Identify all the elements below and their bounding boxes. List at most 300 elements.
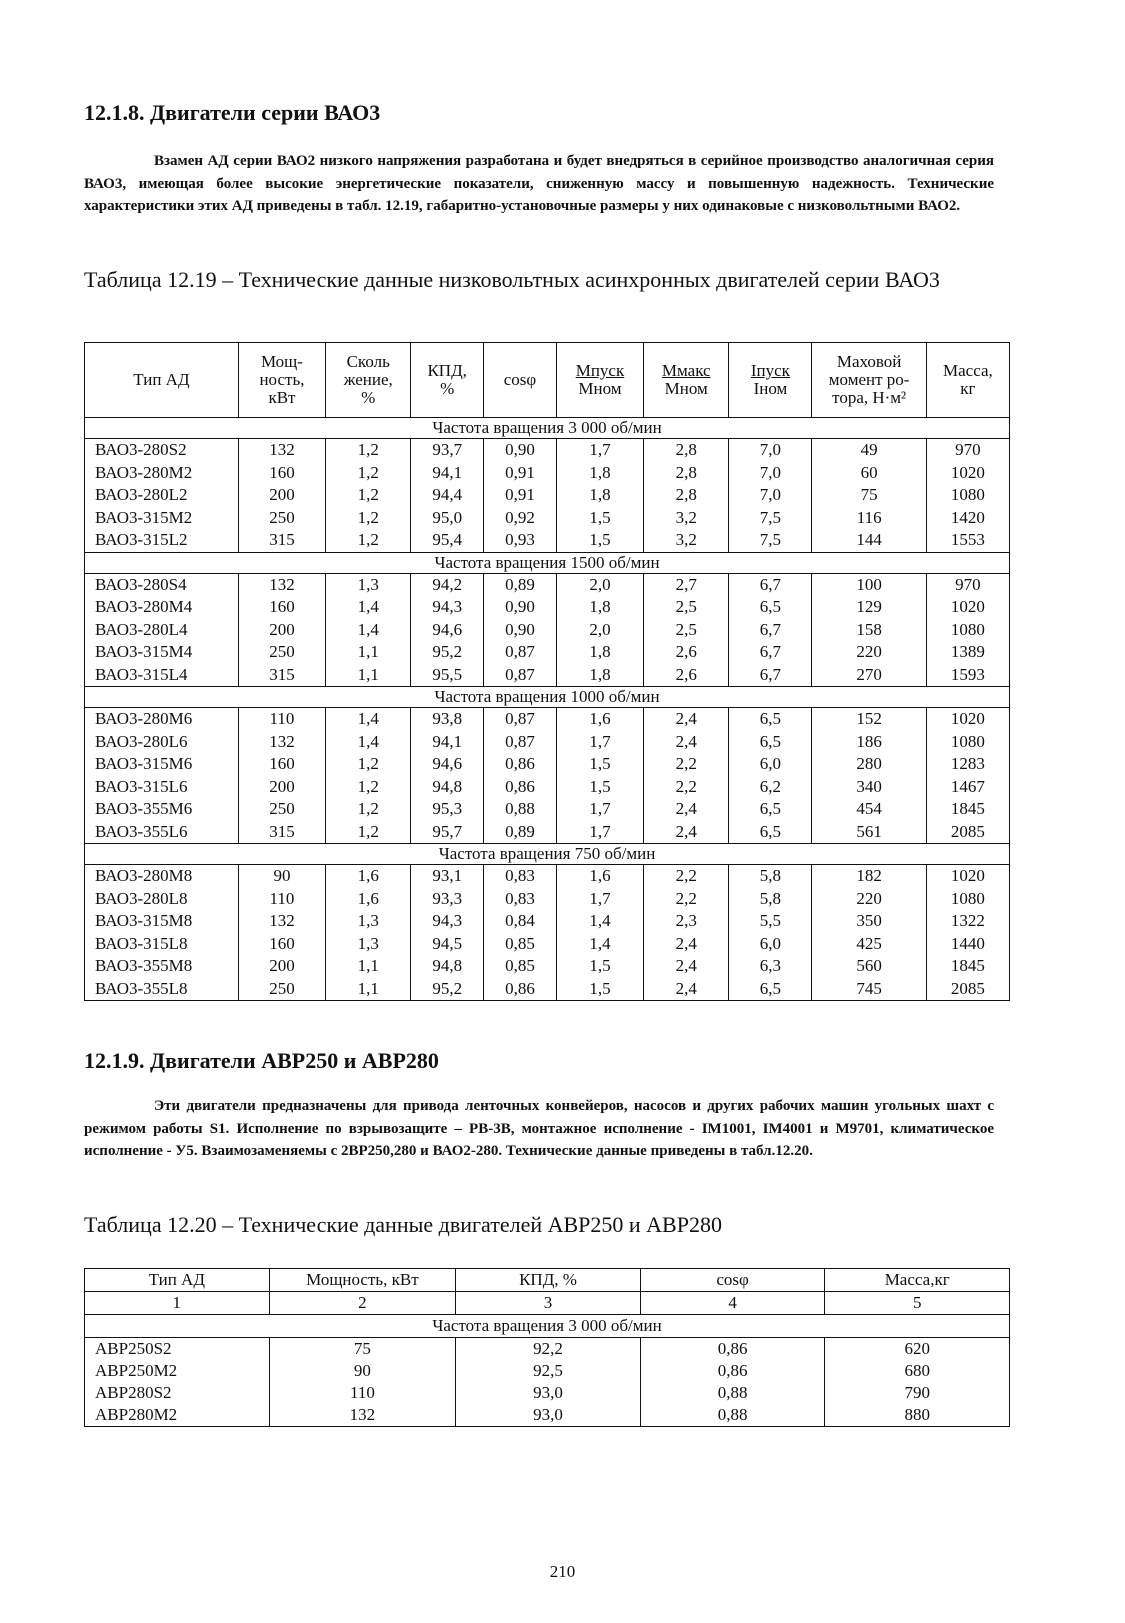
table-cell: 620: [825, 1338, 1010, 1361]
header-efficiency: КПД, %: [411, 343, 484, 418]
table-row: [85, 821, 1010, 844]
table-cell: 0,85: [484, 933, 557, 956]
header-power: Мощ- ность, кВт: [238, 343, 325, 418]
table-cell: 1020: [926, 708, 1009, 731]
table-cell: 1080: [926, 888, 1009, 911]
table-cell: 152: [812, 708, 926, 731]
table-cell: 0,91: [484, 462, 557, 485]
table-cell: 1020: [926, 865, 1009, 888]
table-cell: 970: [926, 573, 1009, 596]
motor-data-table-avr: [84, 1268, 1010, 1427]
table-cell: 200: [238, 484, 325, 507]
header-istart: Iпуск Iном: [729, 343, 812, 418]
table-cell: 95,5: [411, 664, 484, 687]
table-cell: 0,83: [484, 888, 557, 911]
table-cell: 1,8: [556, 462, 643, 485]
header-cell: cosφ: [640, 1269, 825, 1292]
table-cell: 1,5: [556, 529, 643, 552]
table-cell: 2,3: [644, 910, 729, 933]
table-cell: 5,8: [729, 888, 812, 911]
header-inertia: Маховой момент ро- тора, Н·м²: [812, 343, 926, 418]
header-cos: cosφ: [484, 343, 557, 418]
group-label: Частота вращения 3 000 об/мин: [85, 418, 1010, 439]
table-body: [85, 418, 1010, 1001]
table-row: [85, 596, 1010, 619]
motor-data-table-vao3: [84, 342, 1010, 1001]
table-cell: 1,7: [556, 888, 643, 911]
table-cell: 1,7: [556, 798, 643, 821]
table2-body: [85, 1315, 1010, 1427]
table-cell: 2,5: [644, 619, 729, 642]
table-cell: 1,2: [326, 484, 411, 507]
table-row: [85, 1360, 1010, 1382]
column-number: 1: [85, 1292, 270, 1315]
group-row: [85, 1315, 1010, 1338]
table-caption-1: Таблица 12.19 – Технические данные низковольтных асинхронных двигателей серии ВАО3: [84, 267, 940, 292]
table-cell: 1,2: [326, 507, 411, 530]
table-cell: 315: [238, 664, 325, 687]
table-cell: 1020: [926, 462, 1009, 485]
table-cell: 0,85: [484, 955, 557, 978]
table-cell: АВР250S2: [85, 1338, 270, 1361]
table2-number-row: [85, 1292, 1010, 1315]
table-row: [85, 708, 1010, 731]
table-cell: 186: [812, 731, 926, 754]
table-cell: 2,4: [644, 978, 729, 1001]
table-cell: 1420: [926, 507, 1009, 530]
table-cell: 560: [812, 955, 926, 978]
table-cell: 0,90: [484, 439, 557, 462]
table-row: [85, 529, 1010, 552]
table-cell: 2,4: [644, 955, 729, 978]
table-cell: 160: [238, 753, 325, 776]
table-cell: 2,2: [644, 888, 729, 911]
table-cell: 94,1: [411, 462, 484, 485]
table-header-row: [85, 343, 1010, 418]
table-cell: 1,1: [326, 664, 411, 687]
table-row: [85, 484, 1010, 507]
column-number: 4: [640, 1292, 825, 1315]
table-cell: 1,5: [556, 776, 643, 799]
header-slip: Сколь жение, %: [326, 343, 411, 418]
table-cell: 340: [812, 776, 926, 799]
table-cell: 1,2: [326, 529, 411, 552]
table-cell: 280: [812, 753, 926, 776]
table-cell: 1,5: [556, 753, 643, 776]
table-cell: 7,5: [729, 507, 812, 530]
table-cell: 132: [238, 573, 325, 596]
group-row: [85, 687, 1010, 708]
group-label: Частота вращения 3 000 об/мин: [85, 1315, 1010, 1338]
table-cell: 2,7: [644, 573, 729, 596]
table-cell: 94,8: [411, 955, 484, 978]
table-cell: 1322: [926, 910, 1009, 933]
table-cell: 1,1: [326, 978, 411, 1001]
table-cell: 3,2: [644, 529, 729, 552]
table-cell: 95,2: [411, 641, 484, 664]
table-cell: 880: [825, 1404, 1010, 1427]
table-cell: 7,5: [729, 529, 812, 552]
table-cell: 0,93: [484, 529, 557, 552]
table-cell: 1,7: [556, 731, 643, 754]
table-cell: 250: [238, 641, 325, 664]
table-cell: 0,83: [484, 865, 557, 888]
table-cell: 200: [238, 619, 325, 642]
table-cell: 2,8: [644, 484, 729, 507]
table-row: [85, 955, 1010, 978]
table-cell: 93,3: [411, 888, 484, 911]
table-cell: 2085: [926, 978, 1009, 1001]
table-cell: 132: [238, 731, 325, 754]
header-mass: Масса, кг: [926, 343, 1009, 418]
table-cell: 6,0: [729, 933, 812, 956]
table-cell: 6,5: [729, 731, 812, 754]
table-cell: 1,2: [326, 462, 411, 485]
table-cell: 95,7: [411, 821, 484, 844]
table-cell: 2,5: [644, 596, 729, 619]
table-cell: 1,4: [556, 933, 643, 956]
table-cell: 1,6: [556, 865, 643, 888]
table-row: [85, 507, 1010, 530]
table-cell: 1,3: [326, 910, 411, 933]
table-cell: 561: [812, 821, 926, 844]
motor-type-cell: ВАО3-355М6: [85, 798, 239, 821]
table-cell: 0,86: [484, 753, 557, 776]
table-cell: 0,90: [484, 596, 557, 619]
table-cell: 1080: [926, 484, 1009, 507]
table-cell: 1,4: [326, 619, 411, 642]
table-cell: 2,4: [644, 798, 729, 821]
table-cell: 250: [238, 978, 325, 1001]
table-cell: 6,5: [729, 821, 812, 844]
table-row: [85, 439, 1010, 462]
table-cell: 132: [238, 910, 325, 933]
table-cell: 6,0: [729, 753, 812, 776]
table-cell: 95,0: [411, 507, 484, 530]
table-cell: 3,2: [644, 507, 729, 530]
section-paragraph-2: Эти двигатели предназначены для привода ленточных конвейеров, насосов и других рабочих машин угольных шахт с режимом работы S1. Исполнение по взрывозащите – РВ-3В, монтажное исполнение - IM1001, IM4001 и M9701, климатическое исполнение - У5. Взаимозаменяемы с 2ВР250,280 и ВАО2-280. Технические данные приведены в табл.12.20.: [84, 1098, 994, 1159]
table-cell: 1,4: [326, 708, 411, 731]
header-cell: Мощность, кВт: [269, 1269, 456, 1292]
table-cell: 0,90: [484, 619, 557, 642]
table-cell: 1,4: [326, 596, 411, 619]
table-cell: 1845: [926, 955, 1009, 978]
table-cell: 350: [812, 910, 926, 933]
table-cell: 315: [238, 821, 325, 844]
table-cell: 220: [812, 888, 926, 911]
table-row: [85, 462, 1010, 485]
table-cell: 1,8: [556, 641, 643, 664]
table-cell: 95,4: [411, 529, 484, 552]
table-cell: 2,8: [644, 462, 729, 485]
table-cell: 0,87: [484, 731, 557, 754]
motor-type-cell: ВАО3-280М6: [85, 708, 239, 731]
table-cell: 0,86: [484, 978, 557, 1001]
table-cell: 1,2: [326, 798, 411, 821]
table-cell: 6,7: [729, 619, 812, 642]
table-cell: 75: [812, 484, 926, 507]
table-row: [85, 1382, 1010, 1404]
table-cell: 94,3: [411, 910, 484, 933]
table-cell: 95,2: [411, 978, 484, 1001]
table-cell: 1,5: [556, 507, 643, 530]
motor-type-cell: ВАО3-315М2: [85, 507, 239, 530]
table-cell: 94,3: [411, 596, 484, 619]
table-cell: 1,2: [326, 821, 411, 844]
table-cell: 7,0: [729, 462, 812, 485]
motor-type-cell: ВАО3-315М4: [85, 641, 239, 664]
table-cell: 1,8: [556, 596, 643, 619]
table-cell: 1,7: [556, 821, 643, 844]
table-cell: 1,8: [556, 484, 643, 507]
motor-type-cell: ВАО3-280S4: [85, 573, 239, 596]
table-cell: 1,6: [326, 865, 411, 888]
section-paragraph-1: Взамен АД серии ВАО2 низкого напряжения разработана и будет внедряться в серийное производство аналогичная серия ВАО3, имеющая более высокие энергетические показатели, сниженную массу и повышенную надежность. Технические характеристики этих АД приведены в табл. 12.19, габаритно-установочные размеры у них одинаковые с низковольтными ВАО2.: [84, 153, 994, 214]
table-cell: 1,6: [326, 888, 411, 911]
table-cell: 49: [812, 439, 926, 462]
table-cell: 315: [238, 529, 325, 552]
column-number: 5: [825, 1292, 1010, 1315]
table-cell: 2,2: [644, 865, 729, 888]
table-cell: 94,6: [411, 753, 484, 776]
table-cell: 94,8: [411, 776, 484, 799]
table-row: [85, 865, 1010, 888]
table-cell: 6,3: [729, 955, 812, 978]
table-cell: 425: [812, 933, 926, 956]
table-cell: 0,88: [640, 1382, 825, 1404]
table-cell: 92,2: [456, 1338, 641, 1361]
table-row: [85, 978, 1010, 1001]
table-row: [85, 1404, 1010, 1427]
table-cell: 1,3: [326, 573, 411, 596]
table-cell: 1,1: [326, 955, 411, 978]
table-cell: АВР280М2: [85, 1404, 270, 1427]
section-heading-2: 12.1.9. Двигатели АВР250 и АВР280: [84, 1048, 439, 1073]
motor-type-cell: ВАО3-315L2: [85, 529, 239, 552]
motor-type-cell: ВАО3-315L8: [85, 933, 239, 956]
table-cell: 2,4: [644, 731, 729, 754]
table-cell: 75: [269, 1338, 456, 1361]
table-cell: 1,5: [556, 978, 643, 1001]
motor-type-cell: ВАО3-315М6: [85, 753, 239, 776]
motor-type-cell: ВАО3-315L4: [85, 664, 239, 687]
table-cell: 2,2: [644, 776, 729, 799]
table-cell: 0,91: [484, 484, 557, 507]
column-number: 3: [456, 1292, 641, 1315]
table-cell: 0,89: [484, 573, 557, 596]
table-cell: 970: [926, 439, 1009, 462]
motor-type-cell: ВАО3-355М8: [85, 955, 239, 978]
table-caption-2: Таблица 12.20 – Технические данные двигателей АВР250 и АВР280: [84, 1212, 722, 1237]
table-cell: 220: [812, 641, 926, 664]
table-cell: 0,89: [484, 821, 557, 844]
table-cell: 95,3: [411, 798, 484, 821]
motor-type-cell: ВАО3-280L4: [85, 619, 239, 642]
table-cell: 93,8: [411, 708, 484, 731]
table-cell: 6,2: [729, 776, 812, 799]
table-cell: 0,88: [484, 798, 557, 821]
table-cell: 5,8: [729, 865, 812, 888]
table-cell: 0,86: [640, 1360, 825, 1382]
table-cell: 160: [238, 462, 325, 485]
table-cell: 0,88: [640, 1404, 825, 1427]
table-cell: 7,0: [729, 484, 812, 507]
table-cell: 2,4: [644, 708, 729, 731]
table-cell: 6,7: [729, 641, 812, 664]
table-cell: 2,6: [644, 664, 729, 687]
table-cell: 200: [238, 955, 325, 978]
group-row: [85, 552, 1010, 573]
table-cell: 182: [812, 865, 926, 888]
table-row: [85, 1338, 1010, 1361]
page-number: 210: [549, 1562, 576, 1581]
table-cell: 110: [238, 708, 325, 731]
table-cell: 1080: [926, 731, 1009, 754]
column-number: 2: [269, 1292, 456, 1315]
table-cell: 200: [238, 776, 325, 799]
table-cell: 158: [812, 619, 926, 642]
table-cell: 6,7: [729, 664, 812, 687]
motor-type-cell: ВАО3-280L2: [85, 484, 239, 507]
table-cell: 1080: [926, 619, 1009, 642]
table-cell: 1283: [926, 753, 1009, 776]
table-cell: 2,6: [644, 641, 729, 664]
section-heading-1: 12.1.8. Двигатели серии ВАО3: [84, 100, 381, 125]
header-cell: Масса,кг: [825, 1269, 1010, 1292]
table-cell: 1593: [926, 664, 1009, 687]
motor-type-cell: ВАО3-315L6: [85, 776, 239, 799]
table-cell: 1,4: [556, 910, 643, 933]
table-cell: 2,8: [644, 439, 729, 462]
table-cell: 6,7: [729, 573, 812, 596]
table-cell: 93,0: [456, 1404, 641, 1427]
header-type: Тип АД: [85, 343, 239, 418]
table-cell: 0,87: [484, 641, 557, 664]
group-label: Частота вращения 1000 об/мин: [85, 687, 1010, 708]
table-row: [85, 664, 1010, 687]
table-cell: 93,0: [456, 1382, 641, 1404]
table-cell: 0,87: [484, 708, 557, 731]
table-cell: 160: [238, 596, 325, 619]
table-cell: 0,84: [484, 910, 557, 933]
table-cell: 0,86: [640, 1338, 825, 1361]
table-row: [85, 641, 1010, 664]
table-cell: 1020: [926, 596, 1009, 619]
table-cell: 92,5: [456, 1360, 641, 1382]
table-cell: 1467: [926, 776, 1009, 799]
table-cell: 2,0: [556, 619, 643, 642]
table-cell: 94,2: [411, 573, 484, 596]
table-cell: 6,5: [729, 708, 812, 731]
table-cell: 100: [812, 573, 926, 596]
header-cell: КПД, %: [456, 1269, 641, 1292]
motor-type-cell: ВАО3-355L6: [85, 821, 239, 844]
motor-type-cell: ВАО3-280L8: [85, 888, 239, 911]
table-cell: 1,2: [326, 439, 411, 462]
table-cell: 90: [269, 1360, 456, 1382]
motor-type-cell: ВАО3-280М2: [85, 462, 239, 485]
table-cell: 0,87: [484, 664, 557, 687]
table-cell: 2,4: [644, 933, 729, 956]
table-cell: 60: [812, 462, 926, 485]
table-cell: 2,2: [644, 753, 729, 776]
group-row: [85, 418, 1010, 439]
table2-header-row: [85, 1269, 1010, 1292]
table-cell: 1,2: [326, 753, 411, 776]
table-row: [85, 798, 1010, 821]
table-cell: 745: [812, 978, 926, 1001]
table-cell: 129: [812, 596, 926, 619]
table-cell: 1553: [926, 529, 1009, 552]
group-row: [85, 844, 1010, 865]
header-cell: Тип АД: [85, 1269, 270, 1292]
table-cell: 132: [269, 1404, 456, 1427]
header-mstart: Мпуск Мном: [556, 343, 643, 418]
table-cell: АВР280S2: [85, 1382, 270, 1404]
motor-type-cell: ВАО3-280L6: [85, 731, 239, 754]
table-cell: 5,5: [729, 910, 812, 933]
table-cell: 160: [238, 933, 325, 956]
table-row: [85, 753, 1010, 776]
table-cell: 7,0: [729, 439, 812, 462]
table-cell: 93,1: [411, 865, 484, 888]
table-cell: 1,2: [326, 776, 411, 799]
table-cell: 790: [825, 1382, 1010, 1404]
table-cell: 116: [812, 507, 926, 530]
table-cell: 94,4: [411, 484, 484, 507]
table-cell: 680: [825, 1360, 1010, 1382]
table-cell: 144: [812, 529, 926, 552]
table-cell: 1,5: [556, 955, 643, 978]
table-cell: 1440: [926, 933, 1009, 956]
group-label: Частота вращения 750 об/мин: [85, 844, 1010, 865]
table-cell: 94,5: [411, 933, 484, 956]
group-label: Частота вращения 1500 об/мин: [85, 552, 1010, 573]
table-row: [85, 731, 1010, 754]
table-cell: 2085: [926, 821, 1009, 844]
motor-type-cell: ВАО3-280М4: [85, 596, 239, 619]
table-cell: 110: [238, 888, 325, 911]
table-cell: 94,1: [411, 731, 484, 754]
table-cell: 2,0: [556, 573, 643, 596]
table-cell: 1,3: [326, 933, 411, 956]
table-cell: АВР250М2: [85, 1360, 270, 1382]
table-cell: 1,6: [556, 708, 643, 731]
table-cell: 2,4: [644, 821, 729, 844]
table-cell: 132: [238, 439, 325, 462]
table-cell: 270: [812, 664, 926, 687]
table-cell: 1,7: [556, 439, 643, 462]
table-cell: 250: [238, 798, 325, 821]
table-row: [85, 573, 1010, 596]
table-cell: 1,1: [326, 641, 411, 664]
motor-type-cell: ВАО3-315М8: [85, 910, 239, 933]
table-row: [85, 933, 1010, 956]
table-cell: 90: [238, 865, 325, 888]
table-row: [85, 776, 1010, 799]
table-cell: 94,6: [411, 619, 484, 642]
table-cell: 1,8: [556, 664, 643, 687]
table-cell: 0,92: [484, 507, 557, 530]
table-cell: 6,5: [729, 596, 812, 619]
table-cell: 1845: [926, 798, 1009, 821]
table-row: [85, 888, 1010, 911]
motor-type-cell: ВАО3-355L8: [85, 978, 239, 1001]
table-cell: 110: [269, 1382, 456, 1404]
table-row: [85, 619, 1010, 642]
motor-type-cell: ВАО3-280М8: [85, 865, 239, 888]
header-mmax: Ммакс Мном: [644, 343, 729, 418]
